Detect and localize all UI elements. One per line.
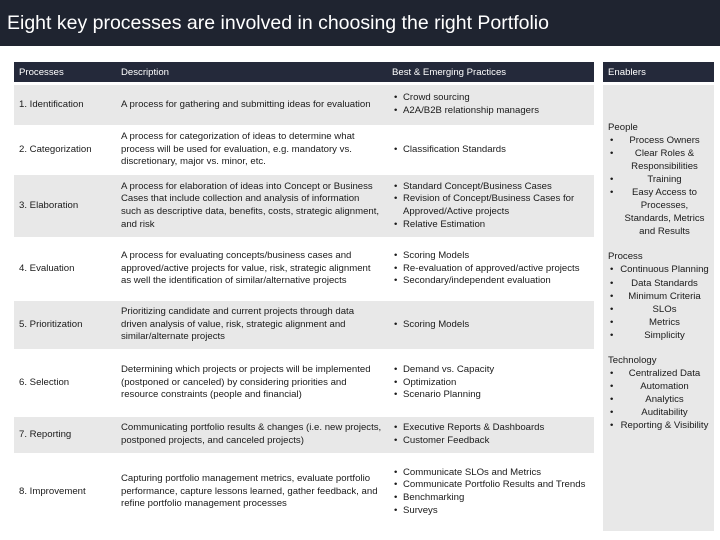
process-name: 7. Reporting <box>14 417 116 455</box>
enabler-group-process <box>607 250 710 341</box>
process-description: A process for evaluating concepts/business cases and approved/active projects for value, risk, strategic alignment as well the identification of similar/alternative projects <box>116 239 387 301</box>
table-header-row <box>14 62 714 85</box>
process-description: Prioritizing candidate and current projects through data driven analysis of value, risk, strategic alignment and similar/alternate projects <box>116 301 387 351</box>
process-description: Communicating portfolio results & changes (i.e. new projects, postponed projects, and canceled projects) <box>116 417 387 455</box>
enabler-item: • Training <box>619 173 710 186</box>
process-description: A process for categorization of ideas to determine what process will be used for evaluation, e.g. mandatory vs. discretionary, major vs. minor, etc. <box>116 127 387 175</box>
practice-item: • Re-evaluation of approved/active projects <box>403 263 589 276</box>
practices-cell <box>387 127 594 175</box>
practice-item: • Communicate SLOs and Metrics <box>403 467 589 480</box>
practice-item: • Demand vs. Capacity <box>403 364 589 377</box>
practice-item: • Executive Reports & Dashboards <box>403 422 589 435</box>
enabler-heading: Technology <box>608 354 657 366</box>
practices-cell <box>387 301 594 351</box>
enabler-item: • Automation <box>619 380 710 393</box>
practice-item: • Benchmarking <box>403 492 589 505</box>
enabler-item: • Data Standards <box>619 277 710 290</box>
practice-item: • Classification Standards <box>403 144 589 157</box>
enabler-heading: Process <box>608 251 643 263</box>
practice-item: • Relative Estimation <box>403 219 589 232</box>
process-name: 8. Improvement <box>14 455 116 531</box>
process-name: 6. Selection <box>14 351 116 417</box>
enabler-item: • Auditability <box>619 406 710 419</box>
slide-title: Eight key processes are involved in choosing the right Portfolio <box>0 0 720 46</box>
header-processes: Processes <box>14 62 116 85</box>
process-name: 3. Elaboration <box>14 175 116 239</box>
practice-item: • Standard Concept/Business Cases <box>403 181 589 194</box>
process-description: A process for gathering and submitting ideas for evaluation <box>116 85 387 127</box>
practices-cell <box>387 175 594 239</box>
enabler-item: • SLOs <box>619 303 710 316</box>
process-description: A process for elaboration of ideas into Concept or Business Cases that include collection and analysis of information such as descriptive data, benefits, costs, strategic alignment, and risk <box>116 175 387 239</box>
practices-cell <box>387 417 594 455</box>
practice-item: • Scoring Models <box>403 319 589 332</box>
enabler-item: • Reporting & Visibility <box>619 419 710 432</box>
enabler-item: • Easy Access to Processes, Standards, Metrics and Results <box>619 186 710 238</box>
process-table <box>14 62 714 531</box>
enabler-item: • Metrics <box>619 316 710 329</box>
process-name: 2. Categorization <box>14 127 116 175</box>
enabler-heading: People <box>608 122 638 133</box>
enabler-group-technology <box>607 354 710 432</box>
enabler-item: • Continuous Planning <box>619 263 710 276</box>
enabler-item: • Clear Roles & Responsibilities <box>619 147 710 173</box>
header-gap <box>594 62 603 85</box>
process-description: Capturing portfolio management metrics, evaluate portfolio performance, capture lessons learned, gather feedback, and refine portfolio management processes <box>116 455 387 531</box>
practice-item: • Optimization <box>403 377 589 390</box>
practice-item: • Customer Feedback <box>403 435 589 448</box>
header-description: Description <box>116 62 387 85</box>
header-enablers: Enablers <box>603 62 714 85</box>
process-description: Determining which projects or projects will be implemented (postponed or canceled) by considering priorities and resource constraints (people and financial) <box>116 351 387 417</box>
enabler-group-people <box>607 121 710 238</box>
enabler-item: • Centralized Data <box>619 367 710 380</box>
header-practices: Best & Emerging Practices <box>387 62 594 85</box>
practice-item: • Communicate Portfolio Results and Trends <box>403 479 589 492</box>
practice-item: • Revision of Concept/Business Cases for Approved/Active projects <box>403 193 589 218</box>
practices-cell <box>387 85 594 127</box>
practices-cell <box>387 455 594 531</box>
practice-item: • Scenario Planning <box>403 389 589 402</box>
enabler-item: • Simplicity <box>619 329 710 342</box>
practice-item: • Surveys <box>403 505 589 518</box>
practice-item: • Scoring Models <box>403 250 589 263</box>
practices-cell <box>387 239 594 301</box>
enabler-item: • Process Owners <box>619 134 710 147</box>
process-name: 1. Identification <box>14 85 116 127</box>
practice-item: • Secondary/independent evaluation <box>403 275 589 288</box>
enabler-item: • Analytics <box>619 393 710 406</box>
enablers-cell <box>603 85 714 531</box>
table-row <box>14 85 714 127</box>
enabler-item: • Minimum Criteria <box>619 290 710 303</box>
practice-item: • Crowd sourcing <box>403 92 589 105</box>
practices-cell <box>387 351 594 417</box>
process-name: 5. Prioritization <box>14 301 116 351</box>
practice-item: • A2A/B2B relationship managers <box>403 105 589 118</box>
process-name: 4. Evaluation <box>14 239 116 301</box>
